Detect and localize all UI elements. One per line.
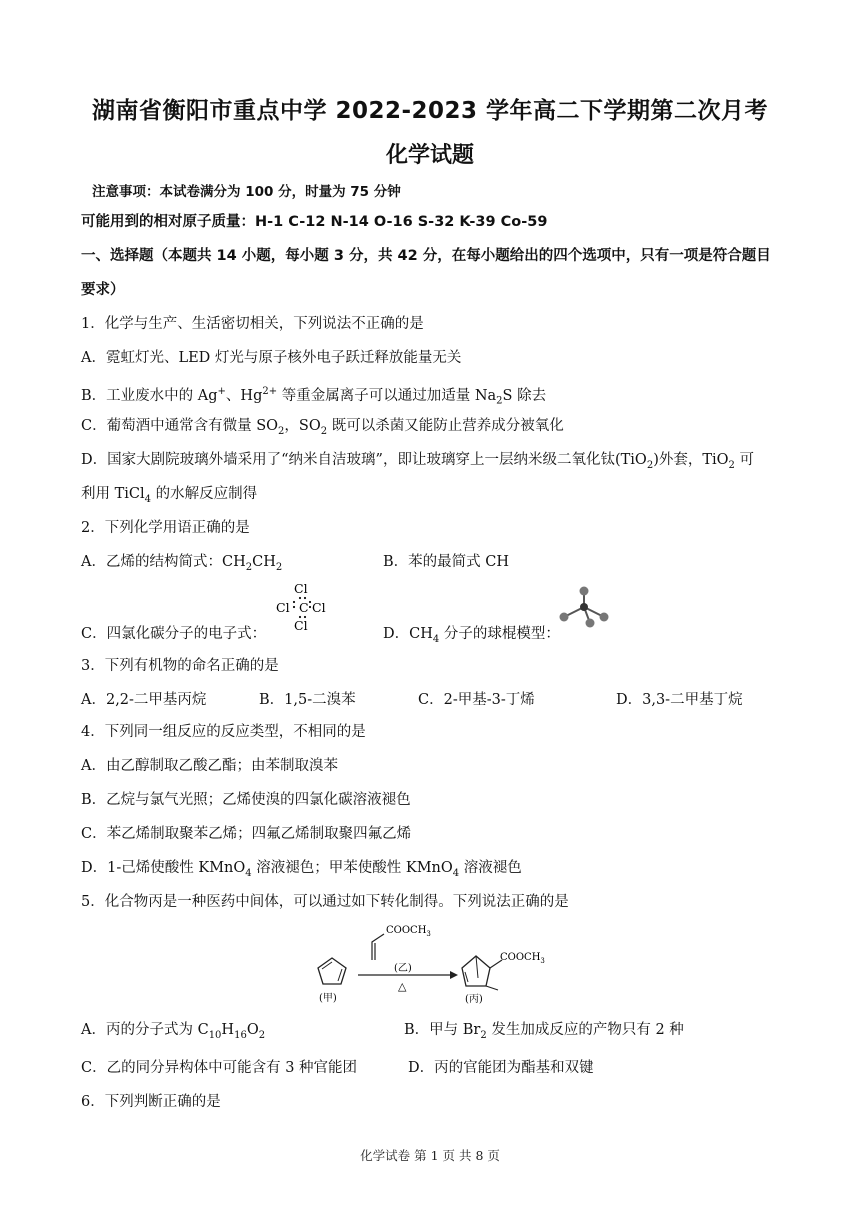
- q4-stem: 4．下列同一组反应的反应类型，不相同的是: [81, 724, 366, 740]
- svg-text:COOCH3: $COOCH_3$: [386, 925, 431, 938]
- q1-option-d: D．国家大剧院玻璃外墙采用了“纳米自洁玻璃”，即让玻璃穿上一层纳米级二氧化钛(TiO$_2$)外套，TiO$_2$ 可: [81, 452, 755, 471]
- svg-text:(甲): (甲): [319, 993, 337, 1004]
- q3-stem: 3．下列有机物的命名正确的是: [81, 658, 279, 674]
- q5-option-b: B．甲与 $Br_2$ 发生加成反应的产物只有 2 种: [404, 1022, 684, 1041]
- q5-option-d: D．丙的官能团为酯基和双键: [408, 1060, 594, 1076]
- svg-text:Cl: Cl: [294, 618, 308, 633]
- exam-subtitle: 化学试题: [385, 143, 474, 168]
- q3-option-a: A．2,2-二甲基丙烷: [81, 692, 207, 708]
- atomic-masses: 可能用到的相对原子质量：H-1 C-12 N-14 O-16 S-32 K-39 Co-59: [81, 214, 548, 230]
- q3-option-b: B．1,5-二溴苯: [259, 692, 356, 708]
- q1-option-c: C．葡萄酒中通常含有微量 $SO_2$，$SO_2$ 既可以杀菌又能防止营养成分被氧化: [81, 418, 564, 437]
- q5-stem: 5．化合物丙是一种医药中间体，可以通过如下转化制得。下列说法正确的是: [81, 894, 569, 910]
- q2-option-a: A．乙烯的结构简式：$CH_2CH_2$: [81, 554, 283, 573]
- exam-notice: 注意事项：本试卷满分为 100 分，时量为 75 分钟: [92, 184, 401, 200]
- q4-option-b: B．乙烷与氯气光照；乙烯使溴的四氯化碳溶液褪色: [81, 792, 411, 808]
- page-footer: 化学试卷 第 1 页 共 8 页: [360, 1148, 500, 1163]
- q4-option-c: C．苯乙烯制取聚苯乙烯；四氟乙烯制取聚四氟乙烯: [81, 826, 412, 842]
- q1-option-d-cont: 利用 TiCl$_4$ 的水解反应制得: [81, 486, 258, 505]
- svg-text:(丙): (丙): [465, 994, 483, 1005]
- q2-option-d: D．$CH_4$ 分子的球棍模型：: [383, 626, 560, 645]
- section-heading: 一、选择题（本题共 14 小题，每小题 3 分，共 42 分，在每小题给出的四个选项中，只有一项是符合题目: [81, 248, 771, 264]
- ch4-ball-stick-model: [552, 585, 614, 635]
- svg-text:Cl: Cl: [294, 581, 308, 596]
- q3-option-c: C．2-甲基-3-丁烯: [418, 692, 535, 708]
- ccl4-electron-formula: [272, 580, 334, 636]
- q2-option-b: B．苯的最简式 CH: [383, 554, 510, 570]
- q1-option-b: B．工业废水中的 Ag+、$Hg^{2+}$ 等重金属离子可以通过加适量 $Na_2S$ 除去: [81, 386, 547, 407]
- q1-option-a: A．霓虹灯光、LED 灯光与原子核外电子跃迁释放能量无关: [81, 350, 462, 366]
- reaction-scheme: [310, 916, 550, 1008]
- q5-option-c: C．乙的同分异构体中可能含有 3 种官能团: [81, 1060, 358, 1076]
- svg-text:(乙): (乙): [394, 963, 412, 974]
- svg-text:COOCH3: $COOCH_3$: [500, 952, 545, 965]
- section-heading-cont: 要求）: [81, 282, 125, 298]
- svg-text:Cl: Cl: [312, 600, 326, 615]
- q4-option-a: A．由乙醇制取乙酸乙酯；由苯制取溴苯: [81, 758, 338, 774]
- svg-text:C: C: [299, 600, 309, 615]
- q3-option-d: D．3,3-二甲基丁烷: [616, 692, 743, 708]
- svg-text:△: △: [398, 980, 407, 993]
- exam-title: 湖南省衡阳市重点中学 2022-2023 学年高二下学期第二次月考: [91, 98, 769, 124]
- q2-stem: 2．下列化学用语正确的是: [81, 520, 250, 536]
- q6-stem: 6．下列判断正确的是: [81, 1094, 221, 1110]
- svg-text:Cl: Cl: [276, 600, 290, 615]
- q1-stem: 1．化学与生产、生活密切相关，下列说法不正确的是: [81, 316, 424, 332]
- q5-option-a: A．丙的分子式为 $C_{10}H_{16}O_2$: [81, 1022, 266, 1041]
- q2-option-c: C．四氯化碳分子的电子式：: [81, 626, 267, 642]
- q4-option-d: D．1-己烯使酸性 KMnO$_4$ 溶液褪色；甲苯使酸性 KMnO$_4$ 溶液褪色: [81, 860, 522, 879]
